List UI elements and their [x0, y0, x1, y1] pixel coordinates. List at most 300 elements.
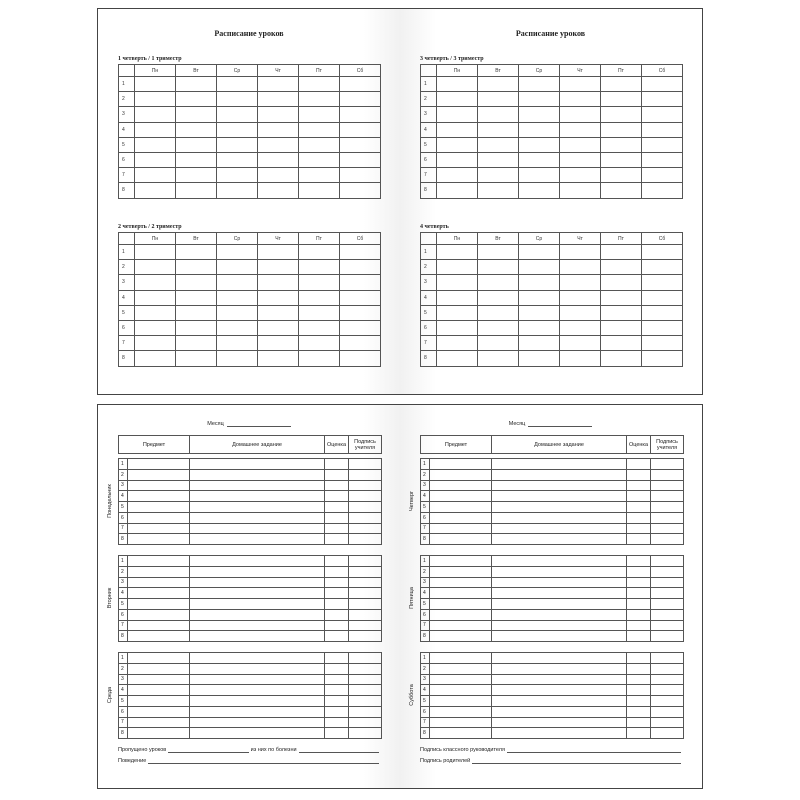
lesson-cell[interactable] [478, 77, 519, 92]
lesson-cell[interactable] [642, 77, 683, 92]
lesson-cell[interactable] [299, 152, 340, 167]
grade-cell[interactable] [627, 480, 651, 491]
lesson-cell[interactable] [560, 305, 601, 320]
lesson-cell[interactable] [437, 305, 478, 320]
subject-cell[interactable] [128, 588, 190, 599]
lesson-cell[interactable] [135, 320, 176, 335]
subject-cell[interactable] [128, 491, 190, 502]
lesson-cell[interactable] [478, 290, 519, 305]
lesson-cell[interactable] [437, 336, 478, 351]
signature-cell[interactable] [651, 620, 684, 631]
lesson-cell[interactable] [176, 290, 217, 305]
homework-cell[interactable] [190, 674, 325, 685]
lesson-cell[interactable] [217, 137, 258, 152]
subject-cell[interactable] [430, 534, 492, 545]
lesson-cell[interactable] [642, 168, 683, 183]
month-field[interactable] [227, 426, 291, 427]
subject-cell[interactable] [128, 717, 190, 728]
homework-cell[interactable] [190, 653, 325, 664]
grade-cell[interactable] [627, 620, 651, 631]
lesson-cell[interactable] [217, 351, 258, 366]
lesson-cell[interactable] [601, 320, 642, 335]
homework-cell[interactable] [190, 588, 325, 599]
grade-cell[interactable] [325, 631, 349, 642]
subject-cell[interactable] [128, 480, 190, 491]
grade-cell[interactable] [325, 566, 349, 577]
homework-cell[interactable] [190, 599, 325, 610]
grade-cell[interactable] [325, 609, 349, 620]
lesson-cell[interactable] [560, 290, 601, 305]
lesson-cell[interactable] [642, 107, 683, 122]
lesson-cell[interactable] [217, 168, 258, 183]
grade-cell[interactable] [325, 523, 349, 534]
signature-cell[interactable] [651, 653, 684, 664]
lesson-cell[interactable] [176, 320, 217, 335]
lesson-cell[interactable] [642, 137, 683, 152]
signature-cell[interactable] [349, 599, 382, 610]
lesson-cell[interactable] [217, 122, 258, 137]
signature-cell[interactable] [349, 696, 382, 707]
signature-cell[interactable] [651, 663, 684, 674]
lesson-cell[interactable] [135, 183, 176, 198]
homework-cell[interactable] [492, 523, 627, 534]
lesson-cell[interactable] [478, 152, 519, 167]
lesson-cell[interactable] [258, 122, 299, 137]
lesson-cell[interactable] [340, 351, 381, 366]
grade-cell[interactable] [325, 728, 349, 739]
grade-cell[interactable] [325, 502, 349, 513]
lesson-cell[interactable] [560, 183, 601, 198]
homework-cell[interactable] [492, 556, 627, 567]
grade-cell[interactable] [325, 480, 349, 491]
lesson-cell[interactable] [176, 77, 217, 92]
signature-cell[interactable] [651, 728, 684, 739]
homework-cell[interactable] [190, 717, 325, 728]
lesson-cell[interactable] [135, 290, 176, 305]
homework-cell[interactable] [492, 534, 627, 545]
lesson-cell[interactable] [340, 77, 381, 92]
lesson-cell[interactable] [176, 107, 217, 122]
lesson-cell[interactable] [258, 168, 299, 183]
lesson-cell[interactable] [601, 168, 642, 183]
lesson-cell[interactable] [176, 260, 217, 275]
lesson-cell[interactable] [560, 320, 601, 335]
signature-cell[interactable] [349, 534, 382, 545]
lesson-cell[interactable] [258, 275, 299, 290]
lesson-cell[interactable] [601, 275, 642, 290]
subject-cell[interactable] [128, 620, 190, 631]
subject-cell[interactable] [128, 728, 190, 739]
homework-cell[interactable] [190, 663, 325, 674]
grade-cell[interactable] [627, 502, 651, 513]
lesson-cell[interactable] [299, 122, 340, 137]
lesson-cell[interactable] [258, 260, 299, 275]
grade-cell[interactable] [627, 706, 651, 717]
lesson-cell[interactable] [135, 336, 176, 351]
lesson-cell[interactable] [135, 152, 176, 167]
subject-cell[interactable] [128, 556, 190, 567]
lesson-cell[interactable] [519, 290, 560, 305]
signature-cell[interactable] [349, 566, 382, 577]
homework-cell[interactable] [492, 696, 627, 707]
lesson-cell[interactable] [519, 275, 560, 290]
grade-cell[interactable] [627, 674, 651, 685]
lesson-cell[interactable] [478, 245, 519, 260]
signature-cell[interactable] [651, 588, 684, 599]
homework-cell[interactable] [492, 566, 627, 577]
lesson-cell[interactable] [135, 107, 176, 122]
homework-cell[interactable] [190, 685, 325, 696]
lesson-cell[interactable] [135, 245, 176, 260]
grade-cell[interactable] [627, 728, 651, 739]
homework-cell[interactable] [492, 620, 627, 631]
subject-cell[interactable] [430, 491, 492, 502]
homework-cell[interactable] [492, 480, 627, 491]
lesson-cell[interactable] [560, 107, 601, 122]
signature-cell[interactable] [349, 491, 382, 502]
grade-cell[interactable] [325, 577, 349, 588]
homework-cell[interactable] [190, 566, 325, 577]
grade-cell[interactable] [325, 534, 349, 545]
lesson-cell[interactable] [519, 122, 560, 137]
subject-cell[interactable] [430, 631, 492, 642]
subject-cell[interactable] [430, 577, 492, 588]
illness-field[interactable] [299, 747, 379, 753]
grade-cell[interactable] [325, 717, 349, 728]
lesson-cell[interactable] [340, 245, 381, 260]
signature-cell[interactable] [349, 706, 382, 717]
lesson-cell[interactable] [176, 336, 217, 351]
lesson-cell[interactable] [176, 183, 217, 198]
lesson-cell[interactable] [258, 152, 299, 167]
subject-cell[interactable] [128, 534, 190, 545]
homework-cell[interactable] [190, 706, 325, 717]
lesson-cell[interactable] [601, 152, 642, 167]
grade-cell[interactable] [325, 663, 349, 674]
lesson-cell[interactable] [560, 336, 601, 351]
lesson-cell[interactable] [340, 305, 381, 320]
subject-cell[interactable] [128, 674, 190, 685]
lesson-cell[interactable] [176, 152, 217, 167]
lesson-cell[interactable] [478, 351, 519, 366]
lesson-cell[interactable] [519, 320, 560, 335]
lesson-cell[interactable] [299, 92, 340, 107]
lesson-cell[interactable] [560, 351, 601, 366]
grade-cell[interactable] [325, 491, 349, 502]
lesson-cell[interactable] [519, 260, 560, 275]
lesson-cell[interactable] [299, 275, 340, 290]
subject-cell[interactable] [128, 512, 190, 523]
grade-cell[interactable] [627, 631, 651, 642]
signature-cell[interactable] [651, 717, 684, 728]
subject-cell[interactable] [430, 609, 492, 620]
grade-cell[interactable] [627, 577, 651, 588]
lesson-cell[interactable] [478, 336, 519, 351]
signature-cell[interactable] [349, 469, 382, 480]
grade-cell[interactable] [627, 717, 651, 728]
subject-cell[interactable] [128, 502, 190, 513]
lesson-cell[interactable] [217, 245, 258, 260]
subject-cell[interactable] [430, 728, 492, 739]
subject-cell[interactable] [128, 599, 190, 610]
lesson-cell[interactable] [258, 305, 299, 320]
lesson-cell[interactable] [135, 77, 176, 92]
subject-cell[interactable] [128, 577, 190, 588]
lesson-cell[interactable] [135, 92, 176, 107]
lesson-cell[interactable] [519, 168, 560, 183]
lesson-cell[interactable] [135, 260, 176, 275]
lesson-cell[interactable] [437, 152, 478, 167]
lesson-cell[interactable] [642, 183, 683, 198]
subject-cell[interactable] [128, 469, 190, 480]
homework-cell[interactable] [190, 523, 325, 534]
lesson-cell[interactable] [299, 290, 340, 305]
lesson-cell[interactable] [258, 92, 299, 107]
lesson-cell[interactable] [478, 137, 519, 152]
homework-cell[interactable] [492, 588, 627, 599]
lesson-cell[interactable] [601, 183, 642, 198]
lesson-cell[interactable] [299, 137, 340, 152]
lesson-cell[interactable] [519, 305, 560, 320]
lesson-cell[interactable] [176, 305, 217, 320]
signature-cell[interactable] [651, 566, 684, 577]
homework-cell[interactable] [190, 480, 325, 491]
lesson-cell[interactable] [176, 92, 217, 107]
lesson-cell[interactable] [478, 320, 519, 335]
signature-cell[interactable] [651, 469, 684, 480]
subject-cell[interactable] [430, 717, 492, 728]
lesson-cell[interactable] [437, 122, 478, 137]
grade-cell[interactable] [627, 459, 651, 470]
subject-cell[interactable] [430, 469, 492, 480]
lesson-cell[interactable] [642, 290, 683, 305]
grade-cell[interactable] [325, 620, 349, 631]
signature-cell[interactable] [651, 459, 684, 470]
lesson-cell[interactable] [519, 107, 560, 122]
lesson-cell[interactable] [601, 336, 642, 351]
lesson-cell[interactable] [478, 275, 519, 290]
signature-cell[interactable] [349, 685, 382, 696]
lesson-cell[interactable] [601, 122, 642, 137]
grade-cell[interactable] [627, 685, 651, 696]
lesson-cell[interactable] [601, 260, 642, 275]
lesson-cell[interactable] [601, 77, 642, 92]
lesson-cell[interactable] [217, 183, 258, 198]
grade-cell[interactable] [325, 685, 349, 696]
lesson-cell[interactable] [340, 107, 381, 122]
lesson-cell[interactable] [642, 305, 683, 320]
lesson-cell[interactable] [560, 275, 601, 290]
lesson-cell[interactable] [478, 305, 519, 320]
lesson-cell[interactable] [519, 336, 560, 351]
lesson-cell[interactable] [478, 260, 519, 275]
subject-cell[interactable] [128, 566, 190, 577]
grade-cell[interactable] [627, 588, 651, 599]
homework-cell[interactable] [492, 728, 627, 739]
grade-cell[interactable] [627, 523, 651, 534]
lesson-cell[interactable] [258, 77, 299, 92]
lesson-cell[interactable] [642, 275, 683, 290]
lesson-cell[interactable] [437, 168, 478, 183]
lesson-cell[interactable] [642, 260, 683, 275]
subject-cell[interactable] [128, 653, 190, 664]
lesson-cell[interactable] [601, 107, 642, 122]
lesson-cell[interactable] [176, 168, 217, 183]
homework-cell[interactable] [190, 491, 325, 502]
lesson-cell[interactable] [519, 183, 560, 198]
signature-cell[interactable] [349, 512, 382, 523]
grade-cell[interactable] [627, 512, 651, 523]
lesson-cell[interactable] [340, 152, 381, 167]
lesson-cell[interactable] [217, 92, 258, 107]
lesson-cell[interactable] [560, 260, 601, 275]
subject-cell[interactable] [430, 556, 492, 567]
homework-cell[interactable] [190, 556, 325, 567]
lesson-cell[interactable] [340, 168, 381, 183]
homework-cell[interactable] [492, 469, 627, 480]
homework-cell[interactable] [190, 534, 325, 545]
lesson-cell[interactable] [176, 245, 217, 260]
signature-cell[interactable] [651, 480, 684, 491]
lesson-cell[interactable] [135, 351, 176, 366]
lesson-cell[interactable] [437, 260, 478, 275]
lesson-cell[interactable] [258, 107, 299, 122]
lesson-cell[interactable] [340, 260, 381, 275]
signature-cell[interactable] [349, 502, 382, 513]
subject-cell[interactable] [430, 620, 492, 631]
lesson-cell[interactable] [437, 137, 478, 152]
lesson-cell[interactable] [642, 320, 683, 335]
grade-cell[interactable] [627, 609, 651, 620]
subject-cell[interactable] [128, 609, 190, 620]
missed-lessons-field[interactable] [168, 747, 248, 753]
signature-cell[interactable] [349, 459, 382, 470]
homework-cell[interactable] [190, 728, 325, 739]
signature-cell[interactable] [651, 599, 684, 610]
signature-cell[interactable] [349, 556, 382, 567]
subject-cell[interactable] [430, 674, 492, 685]
lesson-cell[interactable] [437, 183, 478, 198]
homework-cell[interactable] [492, 674, 627, 685]
lesson-cell[interactable] [176, 137, 217, 152]
signature-cell[interactable] [349, 653, 382, 664]
lesson-cell[interactable] [299, 77, 340, 92]
subject-cell[interactable] [128, 663, 190, 674]
lesson-cell[interactable] [560, 245, 601, 260]
signature-cell[interactable] [349, 480, 382, 491]
lesson-cell[interactable] [135, 275, 176, 290]
homework-cell[interactable] [492, 717, 627, 728]
subject-cell[interactable] [128, 696, 190, 707]
lesson-cell[interactable] [299, 305, 340, 320]
grade-cell[interactable] [325, 696, 349, 707]
lesson-cell[interactable] [437, 245, 478, 260]
lesson-cell[interactable] [299, 107, 340, 122]
signature-cell[interactable] [349, 674, 382, 685]
subject-cell[interactable] [430, 523, 492, 534]
grade-cell[interactable] [627, 534, 651, 545]
signature-cell[interactable] [349, 717, 382, 728]
lesson-cell[interactable] [299, 260, 340, 275]
subject-cell[interactable] [128, 631, 190, 642]
signature-cell[interactable] [651, 685, 684, 696]
lesson-cell[interactable] [135, 168, 176, 183]
homework-cell[interactable] [492, 502, 627, 513]
lesson-cell[interactable] [258, 183, 299, 198]
lesson-cell[interactable] [176, 351, 217, 366]
homework-cell[interactable] [492, 663, 627, 674]
signature-cell[interactable] [349, 620, 382, 631]
grade-cell[interactable] [627, 663, 651, 674]
lesson-cell[interactable] [258, 351, 299, 366]
lesson-cell[interactable] [340, 320, 381, 335]
grade-cell[interactable] [627, 556, 651, 567]
homework-cell[interactable] [492, 706, 627, 717]
homework-cell[interactable] [492, 459, 627, 470]
lesson-cell[interactable] [299, 351, 340, 366]
lesson-cell[interactable] [176, 275, 217, 290]
subject-cell[interactable] [430, 653, 492, 664]
signature-cell[interactable] [651, 491, 684, 502]
homework-cell[interactable] [190, 502, 325, 513]
lesson-cell[interactable] [258, 336, 299, 351]
lesson-cell[interactable] [340, 275, 381, 290]
grade-cell[interactable] [325, 674, 349, 685]
grade-cell[interactable] [627, 491, 651, 502]
subject-cell[interactable] [128, 459, 190, 470]
subject-cell[interactable] [430, 480, 492, 491]
grade-cell[interactable] [627, 696, 651, 707]
lesson-cell[interactable] [601, 92, 642, 107]
signature-cell[interactable] [651, 512, 684, 523]
grade-cell[interactable] [325, 588, 349, 599]
lesson-cell[interactable] [340, 336, 381, 351]
lesson-cell[interactable] [437, 290, 478, 305]
parents-signature-field[interactable] [472, 758, 681, 764]
signature-cell[interactable] [651, 706, 684, 717]
behavior-field[interactable] [148, 758, 379, 764]
homework-cell[interactable] [492, 512, 627, 523]
grade-cell[interactable] [627, 469, 651, 480]
lesson-cell[interactable] [642, 245, 683, 260]
lesson-cell[interactable] [258, 290, 299, 305]
lesson-cell[interactable] [437, 275, 478, 290]
lesson-cell[interactable] [519, 351, 560, 366]
homework-cell[interactable] [190, 631, 325, 642]
grade-cell[interactable] [325, 706, 349, 717]
lesson-cell[interactable] [478, 107, 519, 122]
signature-cell[interactable] [651, 631, 684, 642]
lesson-cell[interactable] [601, 351, 642, 366]
lesson-cell[interactable] [560, 168, 601, 183]
subject-cell[interactable] [430, 685, 492, 696]
grade-cell[interactable] [325, 556, 349, 567]
lesson-cell[interactable] [217, 260, 258, 275]
signature-cell[interactable] [651, 577, 684, 588]
signature-cell[interactable] [349, 588, 382, 599]
lesson-cell[interactable] [340, 137, 381, 152]
grade-cell[interactable] [325, 512, 349, 523]
lesson-cell[interactable] [299, 336, 340, 351]
lesson-cell[interactable] [478, 122, 519, 137]
lesson-cell[interactable] [642, 152, 683, 167]
lesson-cell[interactable] [437, 107, 478, 122]
lesson-cell[interactable] [340, 183, 381, 198]
subject-cell[interactable] [128, 523, 190, 534]
signature-cell[interactable] [349, 728, 382, 739]
grade-cell[interactable] [627, 653, 651, 664]
homework-cell[interactable] [492, 599, 627, 610]
